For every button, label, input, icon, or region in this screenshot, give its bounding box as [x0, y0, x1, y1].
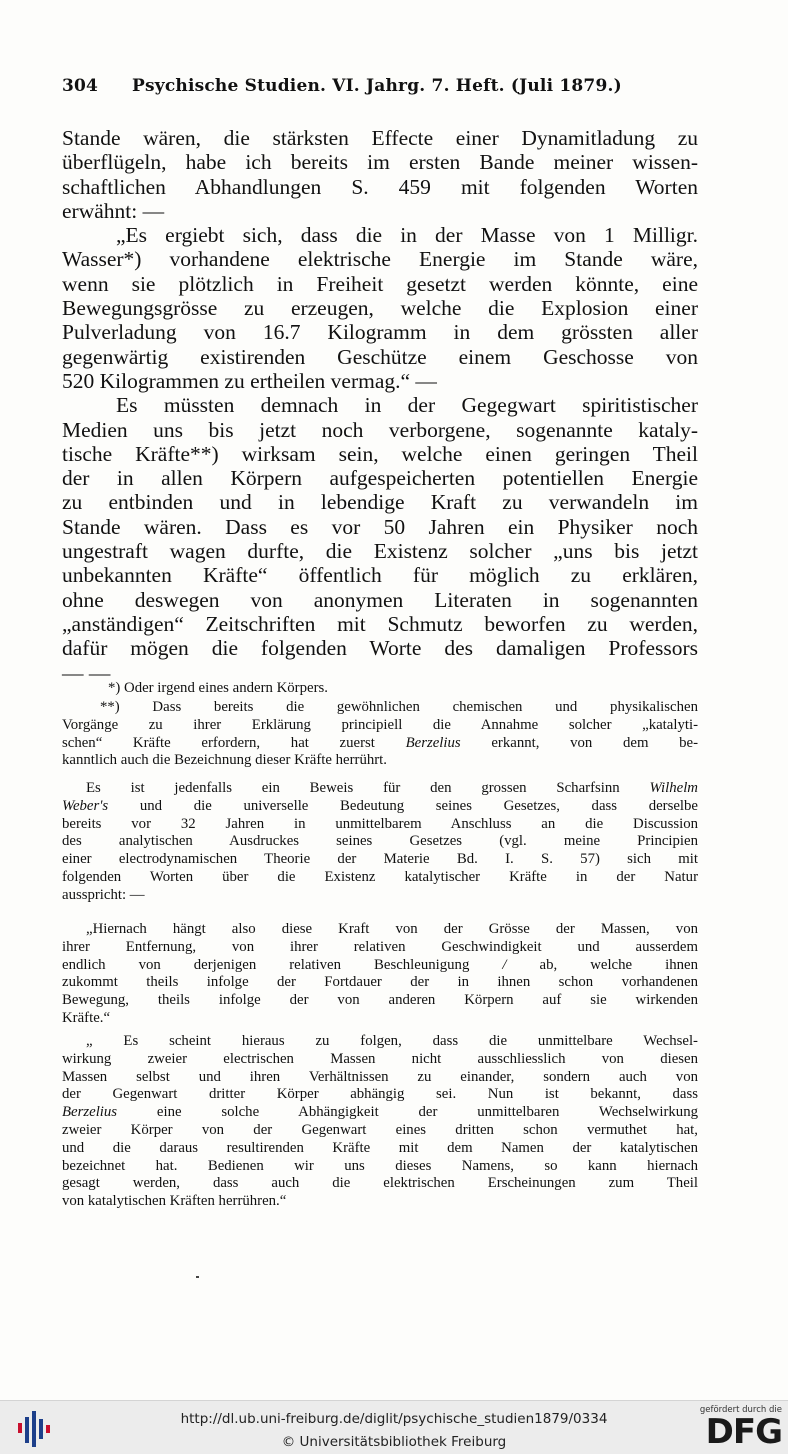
footnote-line: von katalytischen Kräften herrühren.“	[62, 1193, 287, 1210]
footnote-line	[62, 780, 698, 798]
footnote-line: *) Oder irgend eines andern Körpers.	[108, 680, 328, 696]
running-title: Psychische Studien. VI. Jahrg. 7. Heft. (Juli 1879.)	[132, 76, 622, 96]
text-line: unbekannten Kräfte“ öffentlich für möglich zu erklären,	[62, 563, 698, 588]
text-line: ungestraft wagen durfte, die Existenz solcher „uns bis jetzt	[62, 539, 698, 564]
author-name: Wilhelm	[649, 780, 698, 796]
quote-line: wenn sie plötzlich in Freiheit gesetzt werden könnte, eine	[62, 271, 698, 296]
footnote-line: folgenden Worten über die Existenz katalytischer Kräfte in der Natur	[62, 868, 698, 885]
print-speck	[196, 1276, 199, 1278]
footnote-line: „ Es scheint hieraus zu folgen, dass die unmittelbare Wechsel-	[86, 1033, 698, 1049]
text-segment: erkannt, von dem be-	[491, 734, 699, 751]
footnote-line: und die daraus resultirenden Kräfte mit dem Namen der katalytischen	[62, 1139, 698, 1156]
text-segment: schen“ Kräfte erfordern, hat zuerst	[62, 734, 375, 751]
sponsor-caption: gefördert durch die	[699, 1405, 782, 1415]
text-segment: endlich von derjenigen relativen Beschleunigung	[62, 956, 470, 973]
text-line: Stande wären, die stärksten Effecte einer Dynamitladung zu	[62, 126, 698, 150]
text-line: tische Kräfte**) wirksam sein, welche einen geringen Theil	[62, 441, 698, 466]
author-name: Weber's	[62, 797, 109, 814]
text-line: zu entbinden und in lebendige Kraft zu verwandeln im	[62, 490, 698, 515]
quote-line: 520 Kilogrammen zu ertheilen vermag.“ —	[62, 368, 437, 393]
text-line: schaftlichen Abhandlungen S. 459 mit folgenden Worten	[62, 174, 698, 199]
text-line: Es müssten demnach in der Gegegwart spiritistischer	[116, 393, 698, 418]
footnote-line: Kräfte.“	[62, 1009, 111, 1026]
footnote-paragraph-3	[62, 1033, 698, 1211]
copyright-notice: © Universitätsbibliothek Freiburg	[281, 1434, 507, 1450]
footnote-paragraph-2	[62, 921, 698, 1028]
footnote-line: Vorgänge zu ihrer Erklärung principiell die Annahme solcher „katalyti-	[62, 716, 698, 733]
main-text	[62, 126, 698, 685]
footnote-2	[62, 699, 698, 770]
text-line: erwähnt: —	[62, 198, 165, 223]
page-url-link[interactable]: http://dl.ub.uni-freiburg.de/diglit/psychische_studien1879/0334	[180, 1411, 608, 1427]
footnote-line: wirkung zweier electrischen Massen nicht ausschliesslich von diesen	[62, 1050, 698, 1067]
author-name: Berzelius	[405, 734, 461, 751]
footnote-line: ihrer Entfernung, von ihrer relativen Geschwindigkeit und ausserdem	[62, 938, 698, 955]
footnote-line: zweier Körper von der Gegenwart eines dritten schon vermuthet hat,	[62, 1121, 698, 1138]
text-segment: und die universelle Bedeutung seines Gesetzes, dass derselbe	[139, 797, 699, 814]
footnote-line: bereits vor 32 Jahren in unmittelbarem Anschluss an die Discussion	[62, 815, 698, 832]
footnote-line: bezeichnet hat. Bedienen wir uns dieses Namens, so kann hiernach	[62, 1157, 698, 1174]
footnote-line: **) Dass bereits die gewöhnlichen chemischen und physikalischen	[100, 699, 698, 715]
text-line: überflügeln, habe ich bereits im ersten Bande meiner wissen-	[62, 150, 698, 175]
text-line: — —	[62, 660, 111, 685]
page-number: 304	[62, 76, 99, 96]
quote-line: „Es ergiebt sich, dass die in der Masse von 1 Milligr.	[116, 223, 698, 248]
footnote-line	[62, 1104, 698, 1122]
footnote-line	[62, 798, 698, 816]
footnote-1	[62, 680, 698, 698]
text-line: dafür mögen die folgenden Worte des damaligen Professors	[62, 636, 698, 661]
formula-symbol: /	[502, 956, 507, 973]
text-line: Stande wären. Dass es vor 50 Jahren ein Physiker noch	[62, 514, 698, 539]
quote-line: Pulverladung von 16.7 Kilogramm in dem grössten aller	[62, 320, 698, 345]
footnote-line: kanntlich auch die Bezeichnung dieser Kräfte herrührt.	[62, 752, 387, 769]
footnote-line: Bewegung, theils infolge der von anderen Körpern auf sie wirkenden	[62, 992, 698, 1009]
text-segment: eine solche Abhängigkeit der unmittelbaren Wechselwirkung	[156, 1104, 698, 1121]
footnote-line: Massen selbst und ihren Verhältnissen zu einander, sondern auch von	[62, 1068, 698, 1085]
text-line: Medien uns bis jetzt noch verborgene, sogenannte kataly-	[62, 417, 698, 442]
quote-line: Wasser*) vorhandene elektrische Energie im Stande wäre,	[62, 247, 698, 272]
quote-line: Bewegungsgrösse zu erzeugen, welche die Explosion einer	[62, 296, 698, 321]
footnote-line: der Gegenwart dritter Körper abhängig sei. Nun ist bekannt, dass	[62, 1086, 698, 1103]
quote-line: gegenwärtig existirenden Geschütze einem Geschosse von	[62, 344, 698, 369]
footnote-line: zukommt theils infolge der Fortdauer der in ihnen schon vorhandenen	[62, 974, 698, 991]
text-segment: Es ist jedenfalls ein Beweis für den grossen Scharfsinn	[86, 780, 620, 796]
text-line: der in allen Körpern aufgespeicherten potentiellen Energie	[62, 466, 698, 491]
footnote-line	[62, 735, 698, 753]
footnote-paragraph-1	[62, 780, 698, 905]
text-segment: ab, welche ihnen	[539, 956, 698, 973]
dfg-wordmark: DFG	[705, 1412, 782, 1452]
text-line: „anständigen“ Zeitschriften mit Schmutz beworfen zu werden,	[62, 611, 698, 636]
viewer-footer	[0, 1400, 788, 1454]
footnote-line: des analytischen Ausdruckes seines Gesetzes (vgl. meine Principien	[62, 833, 698, 850]
text-line: ohne deswegen von anonymen Literaten in sogenannten	[62, 587, 698, 612]
author-name: Berzelius	[62, 1104, 118, 1121]
dfg-logo[interactable]	[696, 1405, 782, 1453]
footnote-line	[62, 957, 698, 975]
footnote-line: ausspricht: —	[62, 886, 145, 903]
footnote-line: gesagt werden, dass auch die elektrischen Erscheinungen zum Theil	[62, 1175, 698, 1192]
running-head	[62, 76, 702, 96]
footnote-line: „Hiernach hängt also diese Kraft von der Grösse der Massen, von	[86, 921, 698, 937]
footnote-line: einer electrodynamischen Theorie der Materie Bd. I. S. 57) sich mit	[62, 851, 698, 868]
